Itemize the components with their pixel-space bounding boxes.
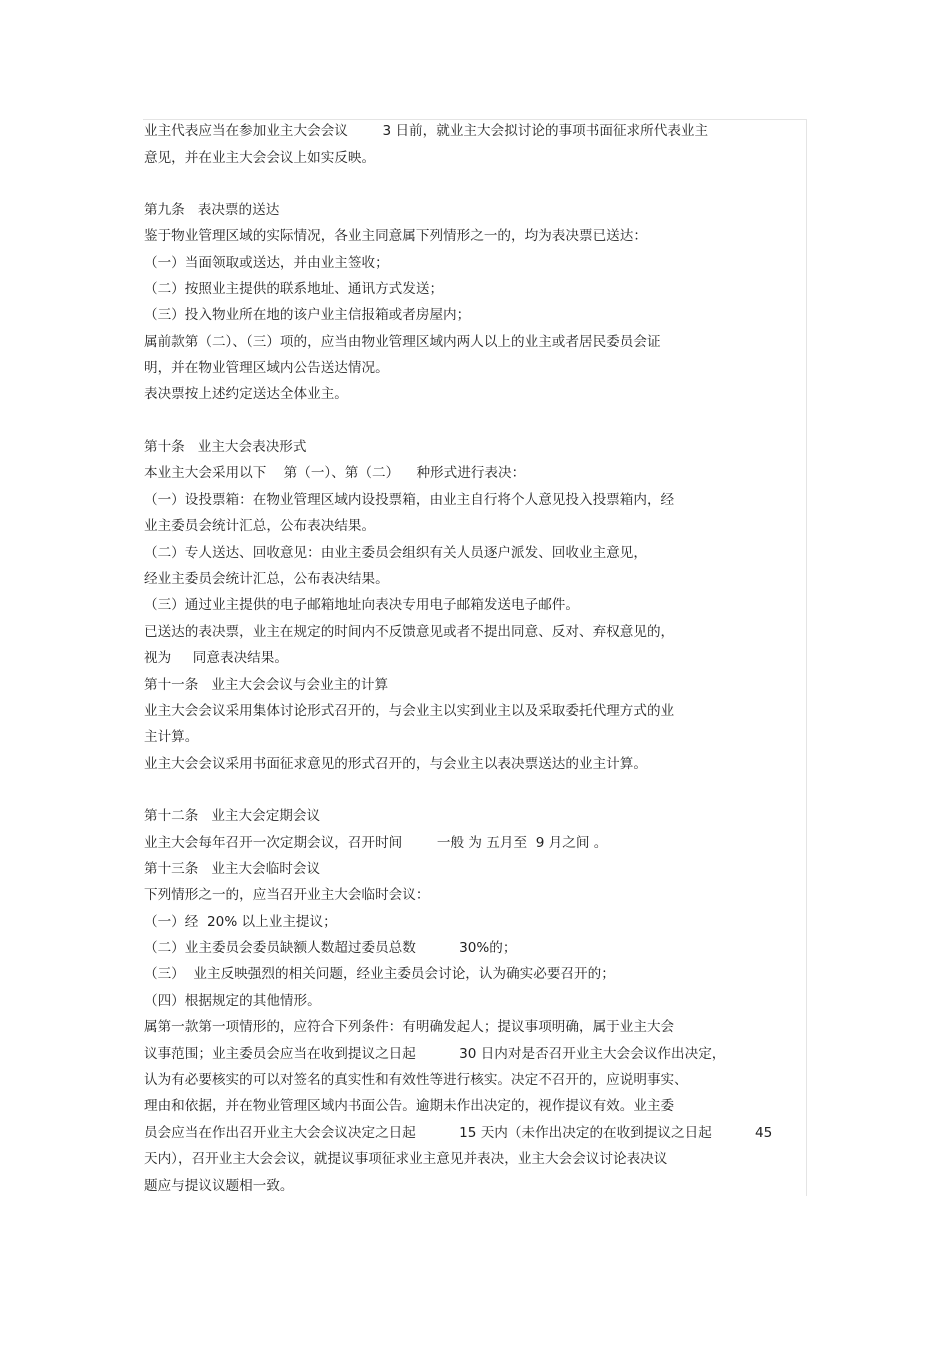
text-line: 视为 同意表决结果。 <box>144 650 288 666</box>
text-line: 理由和依据，并在物业管理区域内书面公告。逾期未作出决定的，视作提议有效。业主委 <box>144 1098 675 1114</box>
text-line: 业主大会会议采用集体讨论形式召开的，与会业主以实到业主以及采取委托代理方式的业 <box>144 703 675 719</box>
text-line: 员会应当在作出召开业主大会会议决定之日起 15 天内（未作出决定的在收到提议之日起 45 <box>144 1125 773 1141</box>
text-line: 属前款第（二）、（三）项的，应当由物业管理区域内两人以上的业主或者居民委员会证 <box>144 334 661 350</box>
text-line: （二）专人送达、回收意见：由业主委员会组织有关人员逐户派发、回收业主意见， <box>144 545 647 561</box>
text-line: 主计算。 <box>144 729 199 745</box>
article-heading: 第十一条 业主大会会议与会业主的计算 <box>144 677 389 693</box>
text-line: （二）按照业主提供的联系地址、通讯方式发送； <box>144 281 444 297</box>
text-line: 鉴于物业管理区域的实际情况，各业主同意属下列情形之一的，均为表决票已送达： <box>144 228 647 244</box>
text-line: 业主大会每年召开一次定期会议，召开时间 一般 为 五月至 9 月之间 。 <box>144 835 608 851</box>
text-line: （一）经 20% 以上业主提议； <box>144 914 337 930</box>
text-line: 经业主委员会统计汇总，公布表决结果。 <box>144 571 389 587</box>
text-line: 意见，并在业主大会会议上如实反映。 <box>144 150 376 166</box>
article-heading: 第九条 表决票的送达 <box>144 202 280 218</box>
text-line: 业主委员会统计汇总，公布表决结果。 <box>144 518 376 534</box>
text-line: 本业主大会采用以下 第（一）、第（二） 种形式进行表决： <box>144 465 526 481</box>
text-line: 业主大会会议采用书面征求意见的形式召开的，与会业主以表决票送达的业主计算。 <box>144 756 647 772</box>
text-line: 议事范围；业主委员会应当在收到提议之日起 30 日内对是否召开业主大会会议作出决定， <box>144 1046 726 1062</box>
text-line: 表决票按上述约定送达全体业主。 <box>144 386 348 402</box>
text-line: （四）根据规定的其他情形。 <box>144 993 321 1009</box>
text-line: 业主代表应当在参加业主大会会议 3 日前，就业主大会拟讨论的事项书面征求所代表业主 <box>144 123 709 139</box>
text-line: 天内），召开业主大会会议，就提议事项征求业主意见并表决，业主大会会议讨论表决议 <box>144 1151 668 1167</box>
article-heading: 第十条 业主大会表决形式 <box>144 439 307 455</box>
text-line: （三）通过业主提供的电子邮箱地址向表决专用电子邮箱发送电子邮件。 <box>144 597 579 613</box>
text-line: （二）业主委员会委员缺额人数超过委员总数 30%的； <box>144 940 517 956</box>
text-line: 已送达的表决票，业主在规定的时间内不反馈意见或者不提出同意、反对、弃权意见的， <box>144 624 675 640</box>
text-line: 题应与提议议题相一致。 <box>144 1178 294 1194</box>
text-line: 明，并在物业管理区域内公告送达情况。 <box>144 360 389 376</box>
text-line: 认为有必要核实的可以对签名的真实性和有效性等进行核实。决定不召开的，应说明事实、 <box>144 1072 688 1088</box>
article-heading: 第十三条 业主大会临时会议 <box>144 861 321 877</box>
article-heading: 第十二条 业主大会定期会议 <box>144 808 321 824</box>
text-line: （一）当面领取或送达，并由业主签收； <box>144 255 389 271</box>
text-line: （三） 业主反映强烈的相关问题，经业主委员会讨论，认为确实必要召开的； <box>144 966 615 982</box>
text-line: （一）设投票箱：在物业管理区域内设投票箱，由业主自行将个人意见投入投票箱内，经 <box>144 492 675 508</box>
text-line: 下列情形之一的，应当召开业主大会临时会议： <box>144 887 430 903</box>
text-line: 属第一款第一项情形的，应符合下列条件：有明确发起人；提议事项明确，属于业主大会 <box>144 1019 675 1035</box>
text-line: （三）投入物业所在地的该户业主信报箱或者房屋内； <box>144 307 471 323</box>
